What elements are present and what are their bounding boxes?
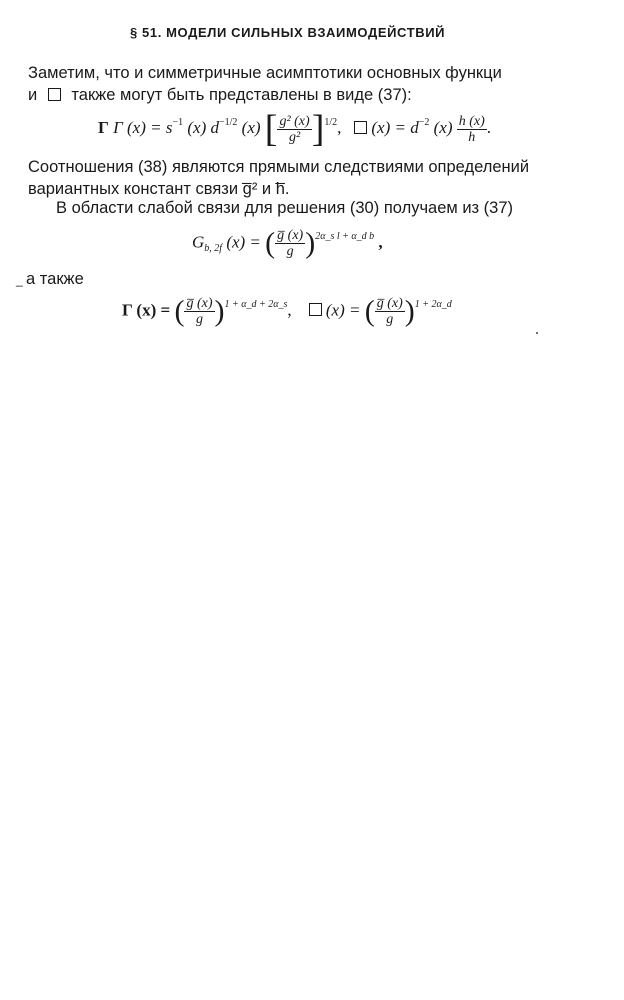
- fraction: [184, 296, 214, 327]
- text-fragment: _ а также: [16, 270, 84, 288]
- equation-weak-coupling: $G_{b, 2f}$ (x) = ( $\frac{g̅ (x)}{g}$ )$^{2\alpha\_s l + \alpha\_d b}$ ,: [192, 226, 383, 260]
- fraction-numerator: h (x): [458, 113, 485, 129]
- paragraph-2-line-2: вариантных констант связи g̅² и h̅.: [28, 180, 290, 198]
- box-symbol-icon: [48, 88, 61, 101]
- exponent: 2α_s l + α_d b: [315, 231, 375, 243]
- exponent: −1: [172, 116, 184, 128]
- exponent: 1 + α_d + 2α_s: [224, 299, 288, 311]
- fraction-numerator: g̅ (x): [376, 296, 403, 311]
- paragraph-1-line-1: Заметим, что и симметричные асимптотики основных функци: [28, 64, 502, 82]
- right-paren: ): [214, 294, 225, 328]
- left-paren: (: [174, 294, 185, 328]
- fraction-numerator: g² (x): [279, 113, 310, 129]
- fraction-numerator: g̅ (x): [277, 228, 304, 243]
- left-paren: (: [364, 294, 375, 328]
- subscript: b, 2f: [204, 243, 223, 255]
- text-fragment: и: [28, 86, 38, 104]
- fraction: [275, 228, 305, 259]
- right-paren: ): [404, 294, 415, 328]
- text-fragment: также могут быть представлены в виде (37):: [71, 86, 412, 104]
- exponent: −2: [418, 116, 430, 128]
- fraction-denominator: g²: [288, 129, 301, 145]
- fraction-denominator: g: [195, 312, 203, 327]
- paragraph-1-line-2: [28, 86, 412, 105]
- exponent: 1/2: [324, 116, 338, 128]
- eq-fragment: (x) d: [187, 117, 219, 137]
- fraction: [375, 296, 405, 327]
- speck-mark: [536, 332, 538, 334]
- paragraph-3-line-1: В области слабой связи для решения (30) получаем из (37): [56, 199, 514, 217]
- running-header: § 51. МОДЕЛИ СИЛЬНЫХ ВЗАИМОДЕЙСТВИЙ: [130, 25, 446, 40]
- eq-fragment: Γ (x) = s: [113, 117, 173, 137]
- box-symbol-icon: [354, 121, 367, 134]
- fraction-denominator: g: [386, 312, 394, 327]
- also-label: а также: [26, 270, 84, 288]
- eq-fragment: (x) = d: [371, 117, 419, 137]
- eq-fragment: Γ (x) =: [122, 300, 171, 320]
- paragraph-2-line-1: Соотношения (38) являются прямыми следствиями определений: [28, 158, 530, 176]
- eq-fragment: (x) =: [226, 232, 261, 252]
- right-bracket: ]: [311, 108, 325, 150]
- eq-fragment: (x) =: [325, 300, 361, 320]
- right-paren: ): [305, 226, 316, 260]
- eq-fragment: (x): [433, 117, 453, 137]
- exponent: 1 + 2α_d: [414, 299, 452, 311]
- fraction-numerator: g̅ (x): [186, 296, 213, 311]
- equation-38: Γ Γ $(x) = s^{-1}$ (x) $d^{-1/2}$ (x) [ $\frac{\text{g² (x)}}{\text{g²}}$ ]$^{1/2}$, $(x) = d^{-2}$ (x) $\frac{h (x)}{h}$ .: [98, 108, 492, 150]
- left-bracket: [: [264, 108, 278, 150]
- fraction-denominator: g: [286, 244, 294, 259]
- exponent: −1/2: [218, 116, 238, 128]
- box-symbol-icon: [309, 303, 322, 316]
- fraction-denominator: h: [468, 129, 476, 145]
- equation-final: Γ (x) = ( $\frac{g̅ (x)}{g}$ )$^{1 + \alpha\_d + 2\alpha\_s}$, (x) = ( $\frac{g̅ (x)}{g}$ )$^{1 + 2\alpha\_d}$: [122, 294, 452, 328]
- eq-fragment: (x): [241, 117, 261, 137]
- fraction: [457, 114, 487, 145]
- fraction: [277, 114, 311, 145]
- gamma-symbol: Γ: [98, 117, 109, 137]
- eq-fragment: G: [192, 232, 205, 252]
- left-paren: (: [265, 226, 276, 260]
